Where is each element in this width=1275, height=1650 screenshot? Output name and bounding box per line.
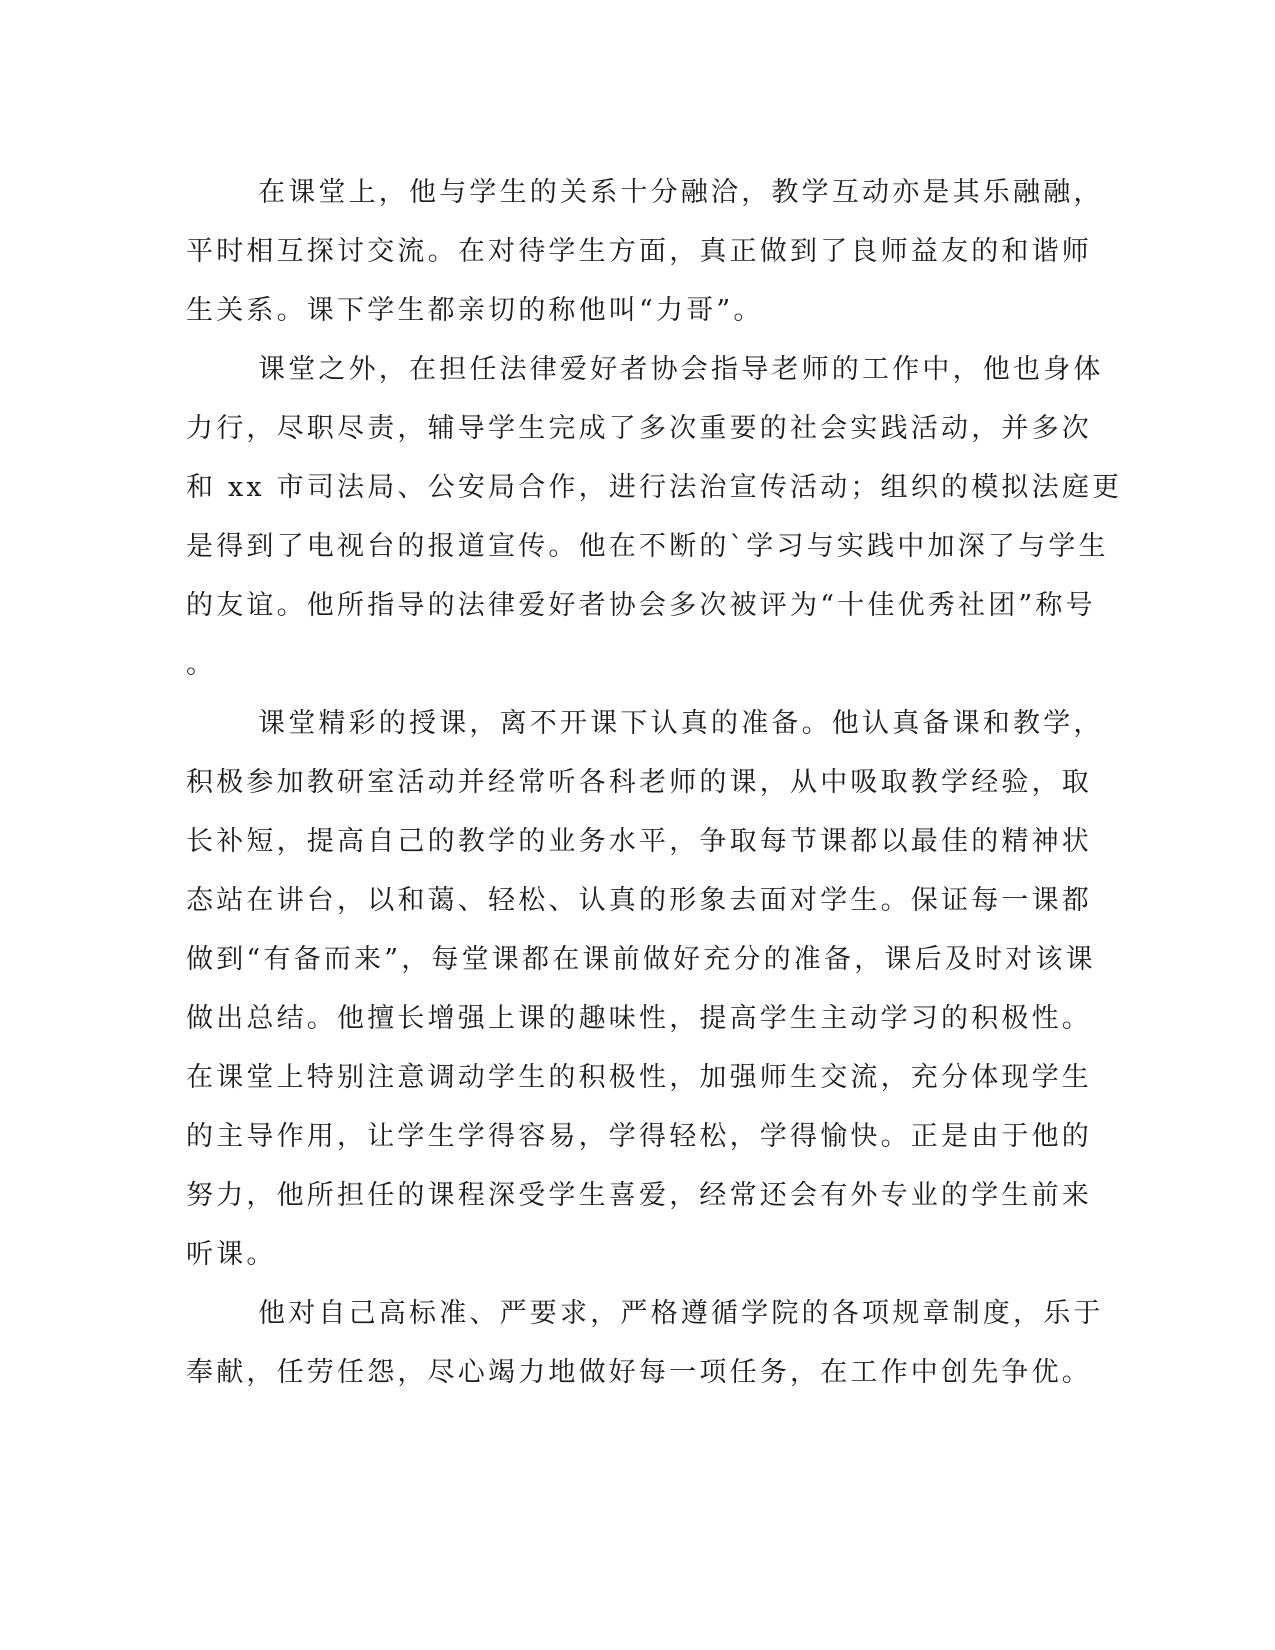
text-line: 努力，他所担任的课程深受学生喜爱，经常还会有外专业的学生前来 [186, 1180, 1092, 1211]
text-line: 做到“有备而来”，每堂课都在课前做好充分的准备，课后及时对该课 [186, 944, 1096, 975]
text-line: 课堂之外，在担任法律爱好者协会指导老师的工作中，他也身体 [258, 354, 1104, 385]
paragraph-lesson-preparation [186, 694, 1104, 1284]
paragraph-law-association [186, 340, 1123, 694]
text-line: 在课堂上特别注意调动学生的积极性，加强师生交流，充分体现学生 [186, 1062, 1092, 1093]
text-line: 积极参加教研室活动并经常听各科老师的课，从中吸取教学经验，取 [186, 767, 1092, 798]
text-line: 。 [186, 649, 217, 680]
text-line: 在课堂上，他与学生的关系十分融洽，教学互动亦是其乐融融， [258, 177, 1104, 208]
text-line: 是得到了电视台的报道宣传。他在不断的`学习与实践中加深了与学生 [186, 531, 1109, 562]
text-line: 的友谊。他所指导的法律爱好者协会多次被评为“十佳优秀社团”称号 [186, 590, 1096, 621]
text-line: 他对自己高标准、严要求，严格遵循学院的各项规章制度，乐于 [258, 1298, 1104, 1329]
paragraph-classroom-relationship [186, 163, 1104, 340]
text-line: 态站在讲台，以和蔼、轻松、认真的形象去面对学生。保证每一课都 [186, 885, 1092, 916]
text-line: 力行，尽职尽责，辅导学生完成了多次重要的社会实践活动，并多次 [186, 413, 1092, 444]
text-line: 做出总结。他擅长增强上课的趣味性，提高学生主动学习的积极性。 [186, 1003, 1092, 1034]
text-line: 课堂精彩的授课，离不开课下认真的准备。他认真备课和教学， [258, 708, 1104, 739]
text-line: 听课。 [186, 1239, 277, 1270]
text-line: 平时相互探讨交流。在对待学生方面，真正做到了良师益友的和谐师 [186, 236, 1092, 267]
document-body [186, 163, 1123, 1402]
text-line: 的主导作用，让学生学得容易，学得轻松，学得愉快。正是由于他的 [186, 1121, 1092, 1152]
text-line: 奉献，任劳任怨，尽心竭力地做好每一项任务，在工作中创先争优。 [186, 1357, 1092, 1388]
paragraph-self-discipline [186, 1284, 1104, 1402]
text-line: 生关系。课下学生都亲切的称他叫“力哥”。 [186, 295, 764, 326]
text-line: 长补短，提高自己的教学的业务水平，争取每节课都以最佳的精神状 [186, 826, 1092, 857]
text-line: 和 xx 市司法局、公安局合作，进行法治宣传活动；组织的模拟法庭更 [186, 472, 1123, 503]
